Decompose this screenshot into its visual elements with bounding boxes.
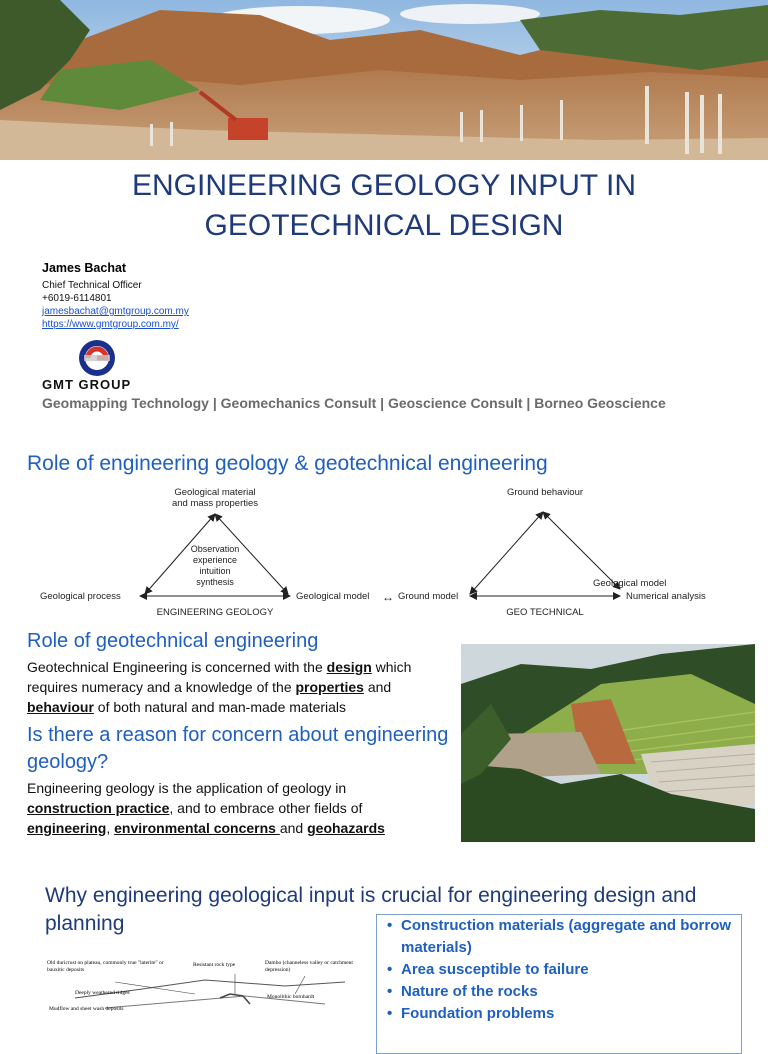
company-tagline: Geomapping Technology | Geomechanics Consult | Geoscience Consult | Borneo Geoscience [42, 395, 666, 411]
sketch-label-duricrust: Old duricrust on plateau, commonly true "laterite" or bauxitic deposits [47, 960, 164, 973]
label-ground-model: Ground model [398, 591, 459, 602]
sketch-label-ridges: Deeply weathered ridges [75, 990, 130, 996]
label-geological-model-left: Geological model [296, 591, 370, 602]
bullet-item: • Foundation problems [387, 1005, 555, 1022]
caption-engineering-geology: ENGINEERING GEOLOGY [156, 607, 274, 618]
author-website-link[interactable]: https://www.gmtgroup.com.my/ [42, 319, 179, 330]
section-heading-role-geology: Role of engineering geology & geotechnical engineering [27, 452, 548, 475]
caption-geotechnical: GEO TECHNICAL [506, 607, 584, 618]
author-role: Chief Technical Officer [42, 280, 142, 291]
slope-photo [461, 644, 755, 842]
gmt-logo-icon [78, 339, 116, 377]
label-geological-model-right: Geological model [593, 578, 667, 589]
engineering-geology-paragraph: Engineering geology is the application of geology in construction practice, and to embrace other fields of engineering, environmental concerns and geohazards [27, 780, 385, 836]
author-name: James Bachat [42, 261, 127, 275]
sketch-label-resistant: Resistant rock type [193, 962, 236, 968]
label-ground-behaviour: Ground behaviour [506, 487, 584, 498]
author-phone: +6019-6114801 [42, 293, 112, 304]
label-geological-material: Geological material and mass properties [171, 487, 259, 509]
sketch-label-bornhardt: Monolithic bornhardt [267, 994, 315, 1000]
landscape-sketch [45, 958, 365, 1024]
bullet-list [377, 915, 741, 1025]
author-email-link[interactable]: jamesbachat@gmtgroup.com.my [42, 306, 189, 317]
bullet-item: • Nature of the rocks [387, 983, 538, 1000]
section-heading-geotechnical: Role of geotechnical engineering [27, 630, 319, 652]
bullet-item: • Area susceptible to failure [387, 961, 589, 978]
label-numerical-analysis: Numerical analysis [626, 591, 706, 602]
sketch-label-mudflow: Mudflow and sheet wash deposits [49, 1006, 124, 1012]
role-diagram [40, 484, 740, 624]
hero-construction-photo [0, 0, 768, 160]
section-heading-why: Why engineering geological input is crucial for engineering design and planning [45, 884, 697, 935]
label-geological-process: Geological process [40, 591, 121, 602]
sketch-label-dambo: Dambo (channeless valley or catchment depression) [265, 960, 353, 973]
label-observation: Observation experience intuition synthesis [190, 544, 240, 587]
section-heading-concern: Is there a reason for concern about engineering geology? [27, 724, 449, 773]
bullet-item: • Construction materials (aggregate and borrow materials) [387, 917, 732, 956]
logo-text: GMT GROUP [42, 377, 132, 392]
page-title-line2: GEOTECHNICAL DESIGN [204, 209, 564, 242]
double-arrow-icon: ↔ [382, 590, 394, 604]
bullet-box [376, 914, 742, 1054]
page-title-line1: ENGINEERING GEOLOGY INPUT IN [132, 169, 636, 202]
geotechnical-paragraph: Geotechnical Engineering is concerned with the design which requires numeracy and a knowledge of the properties and behaviour of both natural and man-made materials [27, 659, 412, 715]
